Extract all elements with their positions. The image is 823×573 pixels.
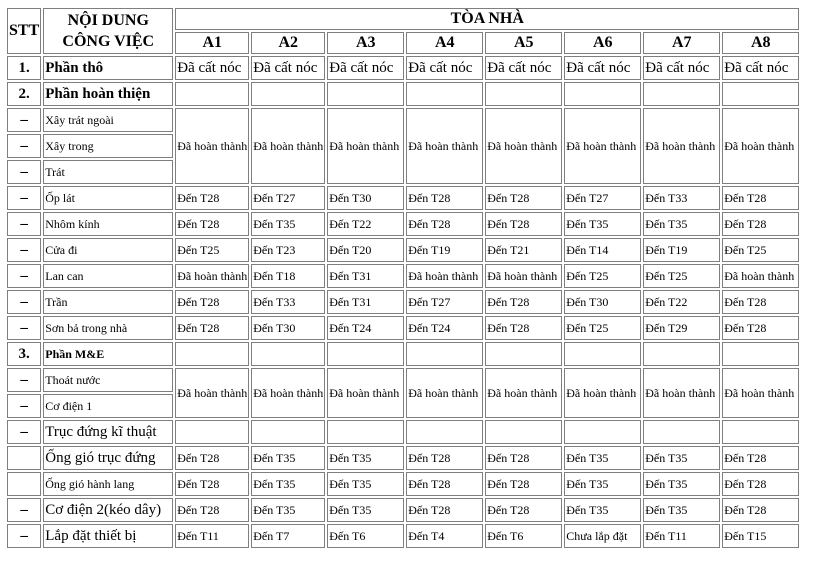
status-cell: Đến T35: [564, 472, 641, 496]
status-cell: Đến T15: [722, 524, 799, 548]
status-cell: Đến T28: [722, 186, 799, 210]
status-cell: Đến T14: [564, 238, 641, 262]
column-header-a4: A4: [406, 32, 483, 54]
status-cell: Đến T28: [485, 212, 562, 236]
status-cell: Đến T28: [175, 446, 249, 470]
column-header-a2: A2: [251, 32, 325, 54]
status-cell: [251, 82, 325, 106]
status-cell: Đến T28: [175, 498, 249, 522]
status-cell: Đến T6: [327, 524, 404, 548]
row-number: –: [7, 290, 41, 314]
table-row: [7, 212, 799, 236]
status-cell: Đã hoàn thành: [485, 368, 562, 418]
progress-table: [5, 6, 801, 550]
status-cell: Đến T33: [251, 290, 325, 314]
status-cell: [175, 342, 249, 366]
status-cell: Đến T30: [251, 316, 325, 340]
status-cell: Đến T18: [251, 264, 325, 288]
status-cell: Đến T35: [327, 446, 404, 470]
status-cell: Đến T25: [175, 238, 249, 262]
task-label: Cơ điện 2(kéo dây): [43, 498, 173, 522]
status-cell: [251, 342, 325, 366]
status-cell: Đã hoàn thành: [643, 368, 720, 418]
status-cell: Đã hoàn thành: [251, 368, 325, 418]
column-header-a1: A1: [175, 32, 249, 54]
status-cell: Đến T25: [564, 264, 641, 288]
task-label: Phần thô: [43, 56, 173, 80]
status-cell: Đến T28: [722, 472, 799, 496]
row-number: –: [7, 420, 41, 444]
status-cell: Đến T11: [175, 524, 249, 548]
status-cell: Đến T28: [722, 212, 799, 236]
status-cell: [485, 420, 562, 444]
status-cell: Đã cất nóc: [643, 56, 720, 80]
status-cell: Đã hoàn thành: [327, 368, 404, 418]
task-label: Xây trong: [43, 134, 173, 158]
status-cell: Đến T28: [722, 316, 799, 340]
status-cell: [643, 82, 720, 106]
status-cell: [643, 342, 720, 366]
status-cell: Đến T25: [564, 316, 641, 340]
status-cell: Đã hoàn thành: [485, 108, 562, 184]
column-header-a6: A6: [564, 32, 641, 54]
status-cell: Đến T27: [406, 290, 483, 314]
status-cell: [564, 82, 641, 106]
row-number: –: [7, 186, 41, 210]
status-cell: Đến T28: [175, 316, 249, 340]
status-cell: Đã cất nóc: [564, 56, 641, 80]
status-cell: Đến T31: [327, 290, 404, 314]
task-label: Lắp đặt thiết bị: [43, 524, 173, 548]
status-cell: Đã hoàn thành: [485, 264, 562, 288]
row-number: [7, 472, 41, 496]
task-label: Trát: [43, 160, 173, 184]
status-cell: Đã cất nóc: [327, 56, 404, 80]
task-label: Ống gió hành lang: [43, 472, 173, 496]
row-number: –: [7, 316, 41, 340]
status-cell: Đến T7: [251, 524, 325, 548]
row-number: –: [7, 368, 41, 392]
row-number: –: [7, 498, 41, 522]
status-cell: [327, 342, 404, 366]
header-row-top: [7, 8, 799, 30]
task-label: Trần: [43, 290, 173, 314]
status-cell: Đến T28: [485, 498, 562, 522]
status-cell: Đến T19: [643, 238, 720, 262]
row-number: –: [7, 264, 41, 288]
status-cell: Đến T35: [327, 472, 404, 496]
status-cell: Đến T20: [327, 238, 404, 262]
task-label: Cơ điện 1: [43, 394, 173, 418]
status-cell: [485, 342, 562, 366]
status-cell: Đến T35: [564, 498, 641, 522]
status-cell: Đã hoàn thành: [564, 108, 641, 184]
task-label: Ốp lát: [43, 186, 173, 210]
row-number: –: [7, 394, 41, 418]
status-cell: [406, 420, 483, 444]
status-cell: Đến T35: [564, 446, 641, 470]
table-row: [7, 472, 799, 496]
column-header-a7: A7: [643, 32, 720, 54]
status-cell: Đến T35: [643, 446, 720, 470]
table-row: [7, 446, 799, 470]
status-cell: [406, 82, 483, 106]
status-cell: Đến T22: [327, 212, 404, 236]
status-cell: Đến T28: [722, 498, 799, 522]
status-cell: Đã hoàn thành: [406, 368, 483, 418]
table-row: [7, 342, 799, 366]
row-number: –: [7, 160, 41, 184]
table-row: [7, 420, 799, 444]
table-row: [7, 264, 799, 288]
status-cell: Đến T28: [485, 186, 562, 210]
status-cell: [722, 420, 799, 444]
status-cell: Đã hoàn thành: [406, 108, 483, 184]
status-cell: Đến T28: [406, 186, 483, 210]
status-cell: [327, 82, 404, 106]
status-cell: Đã hoàn thành: [327, 108, 404, 184]
table-row: [7, 498, 799, 522]
status-cell: [406, 342, 483, 366]
status-cell: Đến T23: [251, 238, 325, 262]
status-cell: Đến T25: [722, 238, 799, 262]
status-cell: Đến T28: [406, 446, 483, 470]
status-cell: Đã hoàn thành: [722, 368, 799, 418]
status-cell: Đến T35: [251, 446, 325, 470]
status-cell: Đến T28: [175, 472, 249, 496]
status-cell: Đến T29: [643, 316, 720, 340]
task-label: Sơn bả trong nhà: [43, 316, 173, 340]
table-row: [7, 108, 799, 132]
status-cell: Đến T35: [643, 472, 720, 496]
table-row: [7, 290, 799, 314]
table-row: [7, 82, 799, 106]
status-cell: Đến T22: [643, 290, 720, 314]
status-cell: Đến T35: [327, 498, 404, 522]
status-cell: Đã cất nóc: [175, 56, 249, 80]
status-cell: Đến T35: [564, 212, 641, 236]
table-row: [7, 56, 799, 80]
status-cell: Đã hoàn thành: [175, 368, 249, 418]
table-row: [7, 186, 799, 210]
status-cell: Đến T11: [643, 524, 720, 548]
status-cell: Đến T28: [485, 290, 562, 314]
status-cell: Đến T24: [406, 316, 483, 340]
row-number: –: [7, 134, 41, 158]
status-cell: Đến T28: [485, 446, 562, 470]
row-number: 3.: [7, 342, 41, 366]
status-cell: Đến T35: [251, 212, 325, 236]
task-label: Xây trát ngoài: [43, 108, 173, 132]
row-number: –: [7, 238, 41, 262]
status-cell: Đến T27: [251, 186, 325, 210]
task-label: Thoát nước: [43, 368, 173, 392]
status-cell: Đến T35: [251, 498, 325, 522]
task-label: Ống gió trục đứng: [43, 446, 173, 470]
row-number: [7, 446, 41, 470]
status-cell: Đến T21: [485, 238, 562, 262]
row-number: –: [7, 212, 41, 236]
status-cell: Đến T28: [406, 472, 483, 496]
status-cell: Đã hoàn thành: [175, 108, 249, 184]
table-row: [7, 316, 799, 340]
status-cell: Đã cất nóc: [722, 56, 799, 80]
status-cell: Đến T35: [643, 498, 720, 522]
column-header-a3: A3: [327, 32, 404, 54]
status-cell: Đã hoàn thành: [251, 108, 325, 184]
status-cell: Đến T25: [643, 264, 720, 288]
status-cell: Đã hoàn thành: [406, 264, 483, 288]
status-cell: Đến T6: [485, 524, 562, 548]
row-number: 2.: [7, 82, 41, 106]
status-cell: [722, 342, 799, 366]
task-label: Trục đứng kĩ thuật: [43, 420, 173, 444]
task-label: Lan can: [43, 264, 173, 288]
row-number: –: [7, 108, 41, 132]
status-cell: Đến T28: [175, 186, 249, 210]
status-cell: [564, 342, 641, 366]
status-cell: Đến T30: [327, 186, 404, 210]
column-header-a8: A8: [722, 32, 799, 54]
row-number: 1.: [7, 56, 41, 80]
status-cell: Đã cất nóc: [406, 56, 483, 80]
status-cell: Đến T31: [327, 264, 404, 288]
row-number: –: [7, 524, 41, 548]
status-cell: Đến T33: [643, 186, 720, 210]
status-cell: Đến T27: [564, 186, 641, 210]
status-cell: [722, 82, 799, 106]
status-cell: Đến T24: [327, 316, 404, 340]
status-cell: [485, 82, 562, 106]
status-cell: Đến T28: [406, 498, 483, 522]
status-cell: Đã cất nóc: [251, 56, 325, 80]
status-cell: Chưa lắp đặt: [564, 524, 641, 548]
table-row: [7, 238, 799, 262]
status-cell: Đến T4: [406, 524, 483, 548]
status-cell: Đã hoàn thành: [722, 108, 799, 184]
status-cell: Đến T28: [485, 316, 562, 340]
status-cell: Đến T35: [643, 212, 720, 236]
task-label: Phần M&E: [43, 342, 173, 366]
table-row: [7, 524, 799, 548]
status-cell: Đến T28: [175, 290, 249, 314]
status-cell: Đến T30: [564, 290, 641, 314]
task-label: Cửa đi: [43, 238, 173, 262]
status-cell: [175, 82, 249, 106]
content-header: NỘI DUNG CÔNG VIỆC: [43, 8, 173, 54]
status-cell: Đến T28: [722, 290, 799, 314]
status-cell: Đến T28: [406, 212, 483, 236]
status-cell: Đến T35: [251, 472, 325, 496]
status-cell: [327, 420, 404, 444]
table-row: [7, 368, 799, 392]
status-cell: Đến T28: [175, 212, 249, 236]
status-cell: Đến T28: [485, 472, 562, 496]
status-cell: [564, 420, 641, 444]
stt-header: STT: [7, 8, 41, 54]
status-cell: Đã hoàn thành: [175, 264, 249, 288]
task-label: Nhôm kính: [43, 212, 173, 236]
status-cell: Đã hoàn thành: [643, 108, 720, 184]
building-header: TÒA NHÀ: [175, 8, 799, 30]
status-cell: Đến T19: [406, 238, 483, 262]
status-cell: Đã cất nóc: [485, 56, 562, 80]
status-cell: [643, 420, 720, 444]
status-cell: [251, 420, 325, 444]
column-header-a5: A5: [485, 32, 562, 54]
status-cell: Đến T28: [722, 446, 799, 470]
task-label: Phần hoàn thiện: [43, 82, 173, 106]
status-cell: Đã hoàn thành: [564, 368, 641, 418]
status-cell: [175, 420, 249, 444]
status-cell: Đã hoàn thành: [722, 264, 799, 288]
